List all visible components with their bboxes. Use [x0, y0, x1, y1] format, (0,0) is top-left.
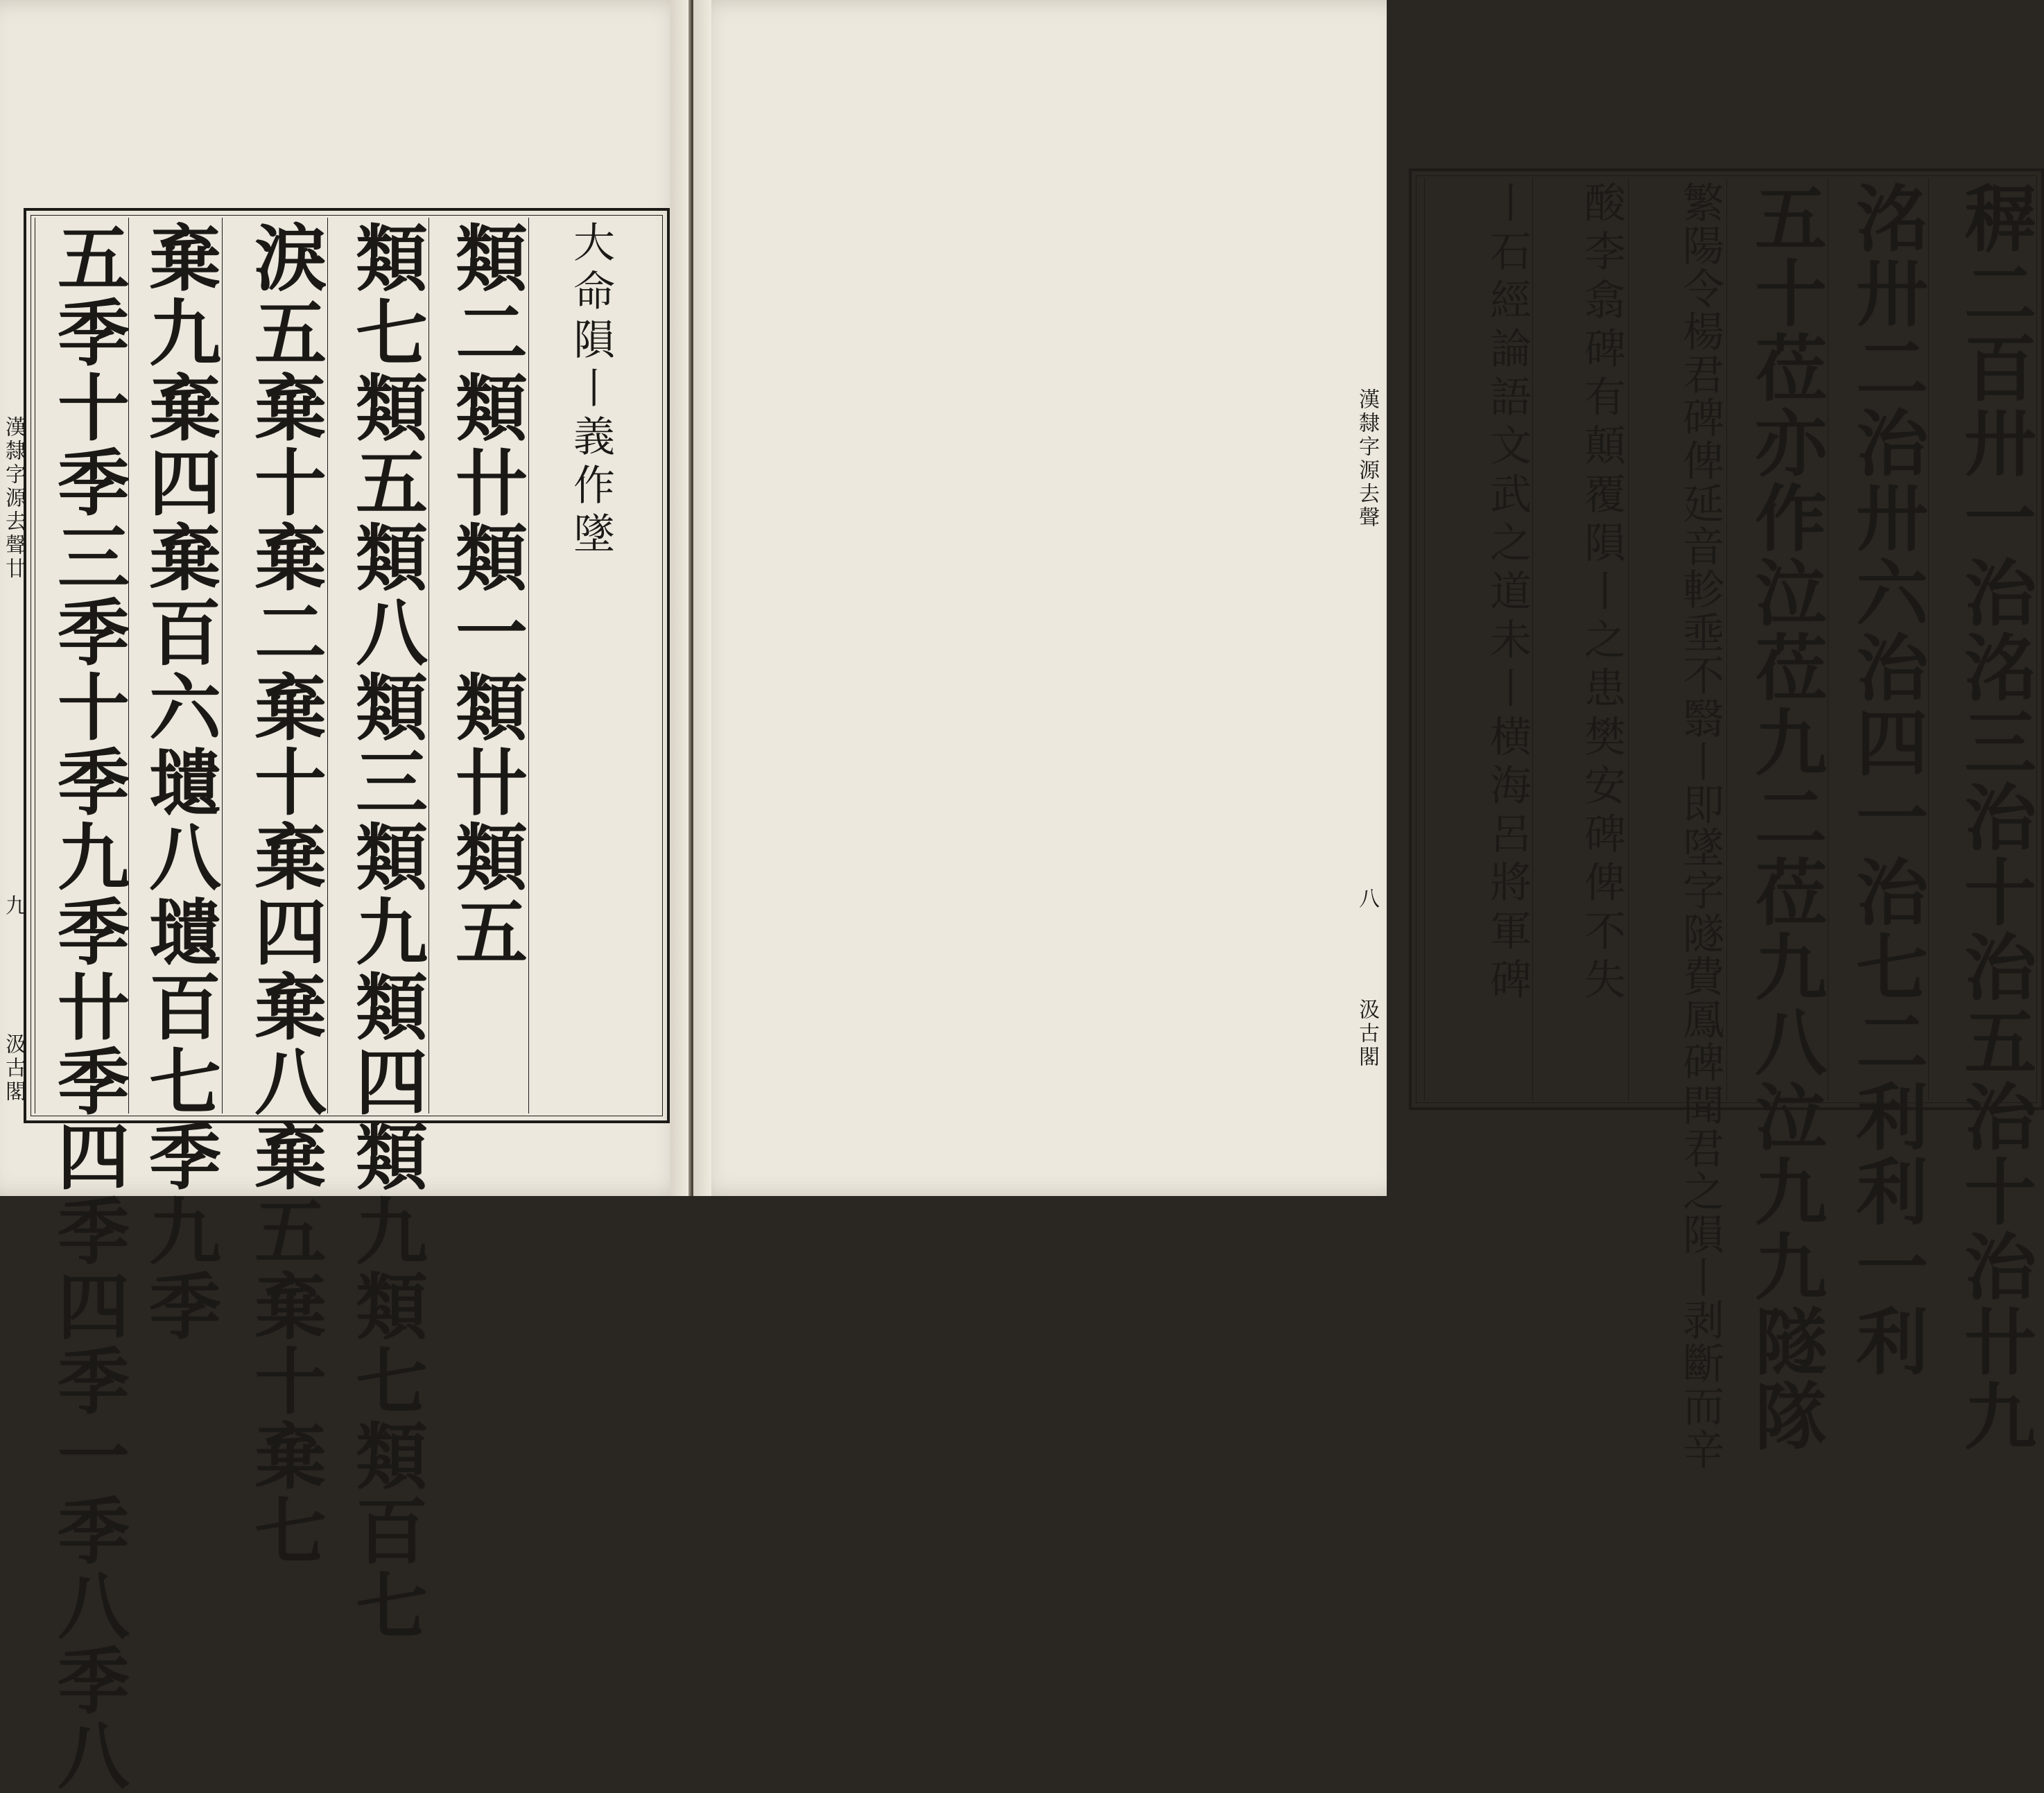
column-rule	[1424, 178, 1425, 1100]
left-print-frame	[24, 208, 670, 1793]
right-column-6: 丨石經論語文武之道未丨横海呂將軍碑	[1483, 181, 1532, 1006]
right-column-2: 洺卅二治卅六治四一治七二利利一利	[1844, 181, 1929, 1379]
right-column-5: 酸李翕碑有顛覆隕丨之患樊安碑俾不失	[1577, 181, 1626, 1006]
column-rule	[1726, 178, 1727, 1100]
right-page-gutter	[693, 0, 711, 1196]
right-column-1: 稺二百卅一治洺三治十治五治十治卄九	[1952, 181, 2037, 1454]
column-rule	[1628, 178, 1629, 1100]
left-margin-title: 漢隸字源去聲廿	[1, 416, 26, 581]
right-margin-title: 漢隸字源去聲	[1355, 388, 1379, 530]
left-column-4: 淚五棄十棄二棄十棄四棄八棄五棄十棄七	[242, 220, 327, 1568]
column-rule	[428, 218, 429, 1114]
column-rule	[222, 218, 223, 1114]
left-column-1: 大命隕丨義作墜	[566, 220, 615, 560]
right-margin-imprint: 汲古閣	[1355, 998, 1379, 1069]
right-margin-folio: 八	[1355, 887, 1379, 911]
left-page	[0, 0, 688, 1793]
right-column-4: 繁陽令楊君碑俾延音軫埀不翳丨即墜字隧費鳳碑聞君之隕丨剥斷而辛	[1676, 181, 1724, 1471]
column-rule	[1532, 178, 1533, 1100]
right-column-3: 五十莅亦作泣莅九二莅九八泣九九隧隊	[1742, 181, 1828, 1454]
right-page	[693, 0, 2037, 1471]
left-column-3: 類七類五類八類三類九類四類九類七類百七	[343, 220, 428, 1643]
left-margin-folio: 九	[1, 894, 26, 918]
left-column-6: 五季十季三季十季九季卄季四季四季一季八季八	[45, 220, 130, 1793]
column-rule	[528, 218, 529, 1114]
left-page-gutter	[670, 0, 688, 1196]
right-print-frame	[1409, 168, 2044, 1471]
column-rule	[327, 218, 328, 1114]
left-margin-imprint: 汲古閣	[1, 1033, 26, 1104]
left-column-5: 棄九棄四棄百六壝八壝百七季九季	[137, 220, 222, 1344]
left-column-2: 類二類卄類一類卄類五	[443, 220, 528, 969]
